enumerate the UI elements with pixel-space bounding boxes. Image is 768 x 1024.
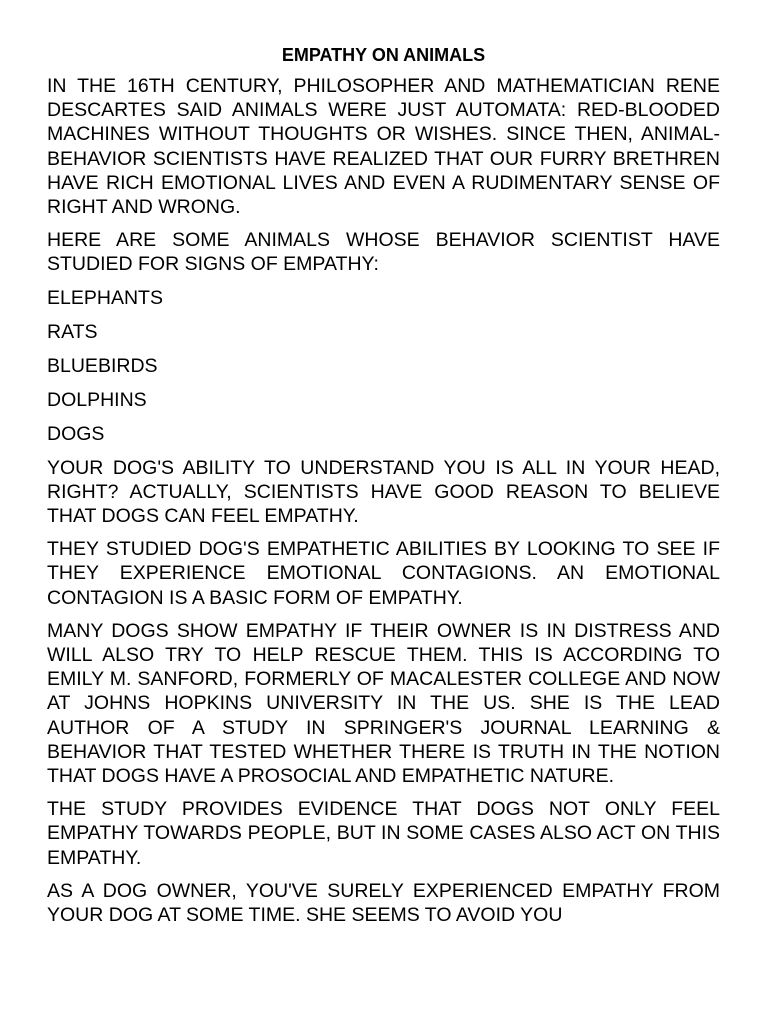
intro-paragraph-1: IN THE 16TH CENTURY, PHILOSOPHER AND MATHEMATICIAN RENE DESCARTES SAID ANIMALS WERE JUST AUTOMATA: RED-BLOODED MACHINES WITHOUT THOUGHTS OR WISHES. SINCE THEN, ANIMAL-BEHAVIOR SCIENTISTS HAVE REALIZED THAT OUR FURRY BRETHREN HAVE RICH EMOTIONAL LIVES AND EVEN A RUDIMENTARY SENSE OF RIGHT AND WRONG. — [47, 75, 720, 219]
body-paragraph-2: THEY STUDIED DOG'S EMPATHETIC ABILITIES BY LOOKING TO SEE IF THEY EXPERIENCE EMOTIONAL CONTAGIONS. AN EMOTIONAL CONTAGION IS A BASIC FORM OF EMPATHY. — [47, 538, 720, 609]
document-page — [47, 44, 720, 936]
body-paragraph-5: AS A DOG OWNER, YOU'VE SURELY EXPERIENCED EMPATHY FROM YOUR DOG AT SOME TIME. SHE SEEMS TO AVOID YOU — [47, 879, 720, 927]
animal-list-item: ELEPHANTS — [47, 286, 163, 309]
document-title: EMPATHY ON ANIMALS — [281, 45, 486, 65]
animal-list-item: RATS — [47, 320, 98, 343]
animal-list-item: BLUEBIRDS — [47, 354, 158, 377]
body-paragraph-4: THE STUDY PROVIDES EVIDENCE THAT DOGS NOT ONLY FEEL EMPATHY TOWARDS PEOPLE, BUT IN SOME CASES ALSO ACT ON THIS EMPATHY. — [47, 798, 720, 869]
animal-list-item: DOGS — [47, 422, 105, 445]
intro-paragraph-2: HERE ARE SOME ANIMALS WHOSE BEHAVIOR SCIENTIST HAVE STUDIED FOR SIGNS OF EMPATHY: — [47, 229, 720, 276]
body-paragraph-3: MANY DOGS SHOW EMPATHY IF THEIR OWNER IS IN DISTRESS AND WILL ALSO TRY TO HELP RESCUE THEM. THIS IS ACCORDING TO EMILY M. SANFORD, FORMERLY OF MACALESTER COLLEGE AND NOW AT JOHNS HOPKINS UNIVERSITY IN THE US. SHE IS THE LEAD AUTHOR OF A STUDY IN SPRINGER'S JOURNAL LEARNING & BEHAVIOR THAT TESTED WHETHER THERE IS TRUTH IN THE NOTION THAT DOGS HAVE A PROSOCIAL AND EMPATHETIC NATURE. — [47, 619, 720, 788]
animal-list-item: DOLPHINS — [47, 388, 147, 411]
body-paragraph-1: YOUR DOG'S ABILITY TO UNDERSTAND YOU IS ALL IN YOUR HEAD, RIGHT? ACTUALLY, SCIENTISTS HAVE GOOD REASON TO BELIEVE THAT DOGS CAN FEEL EMPATHY. — [47, 456, 720, 528]
animal-list — [47, 286, 720, 447]
